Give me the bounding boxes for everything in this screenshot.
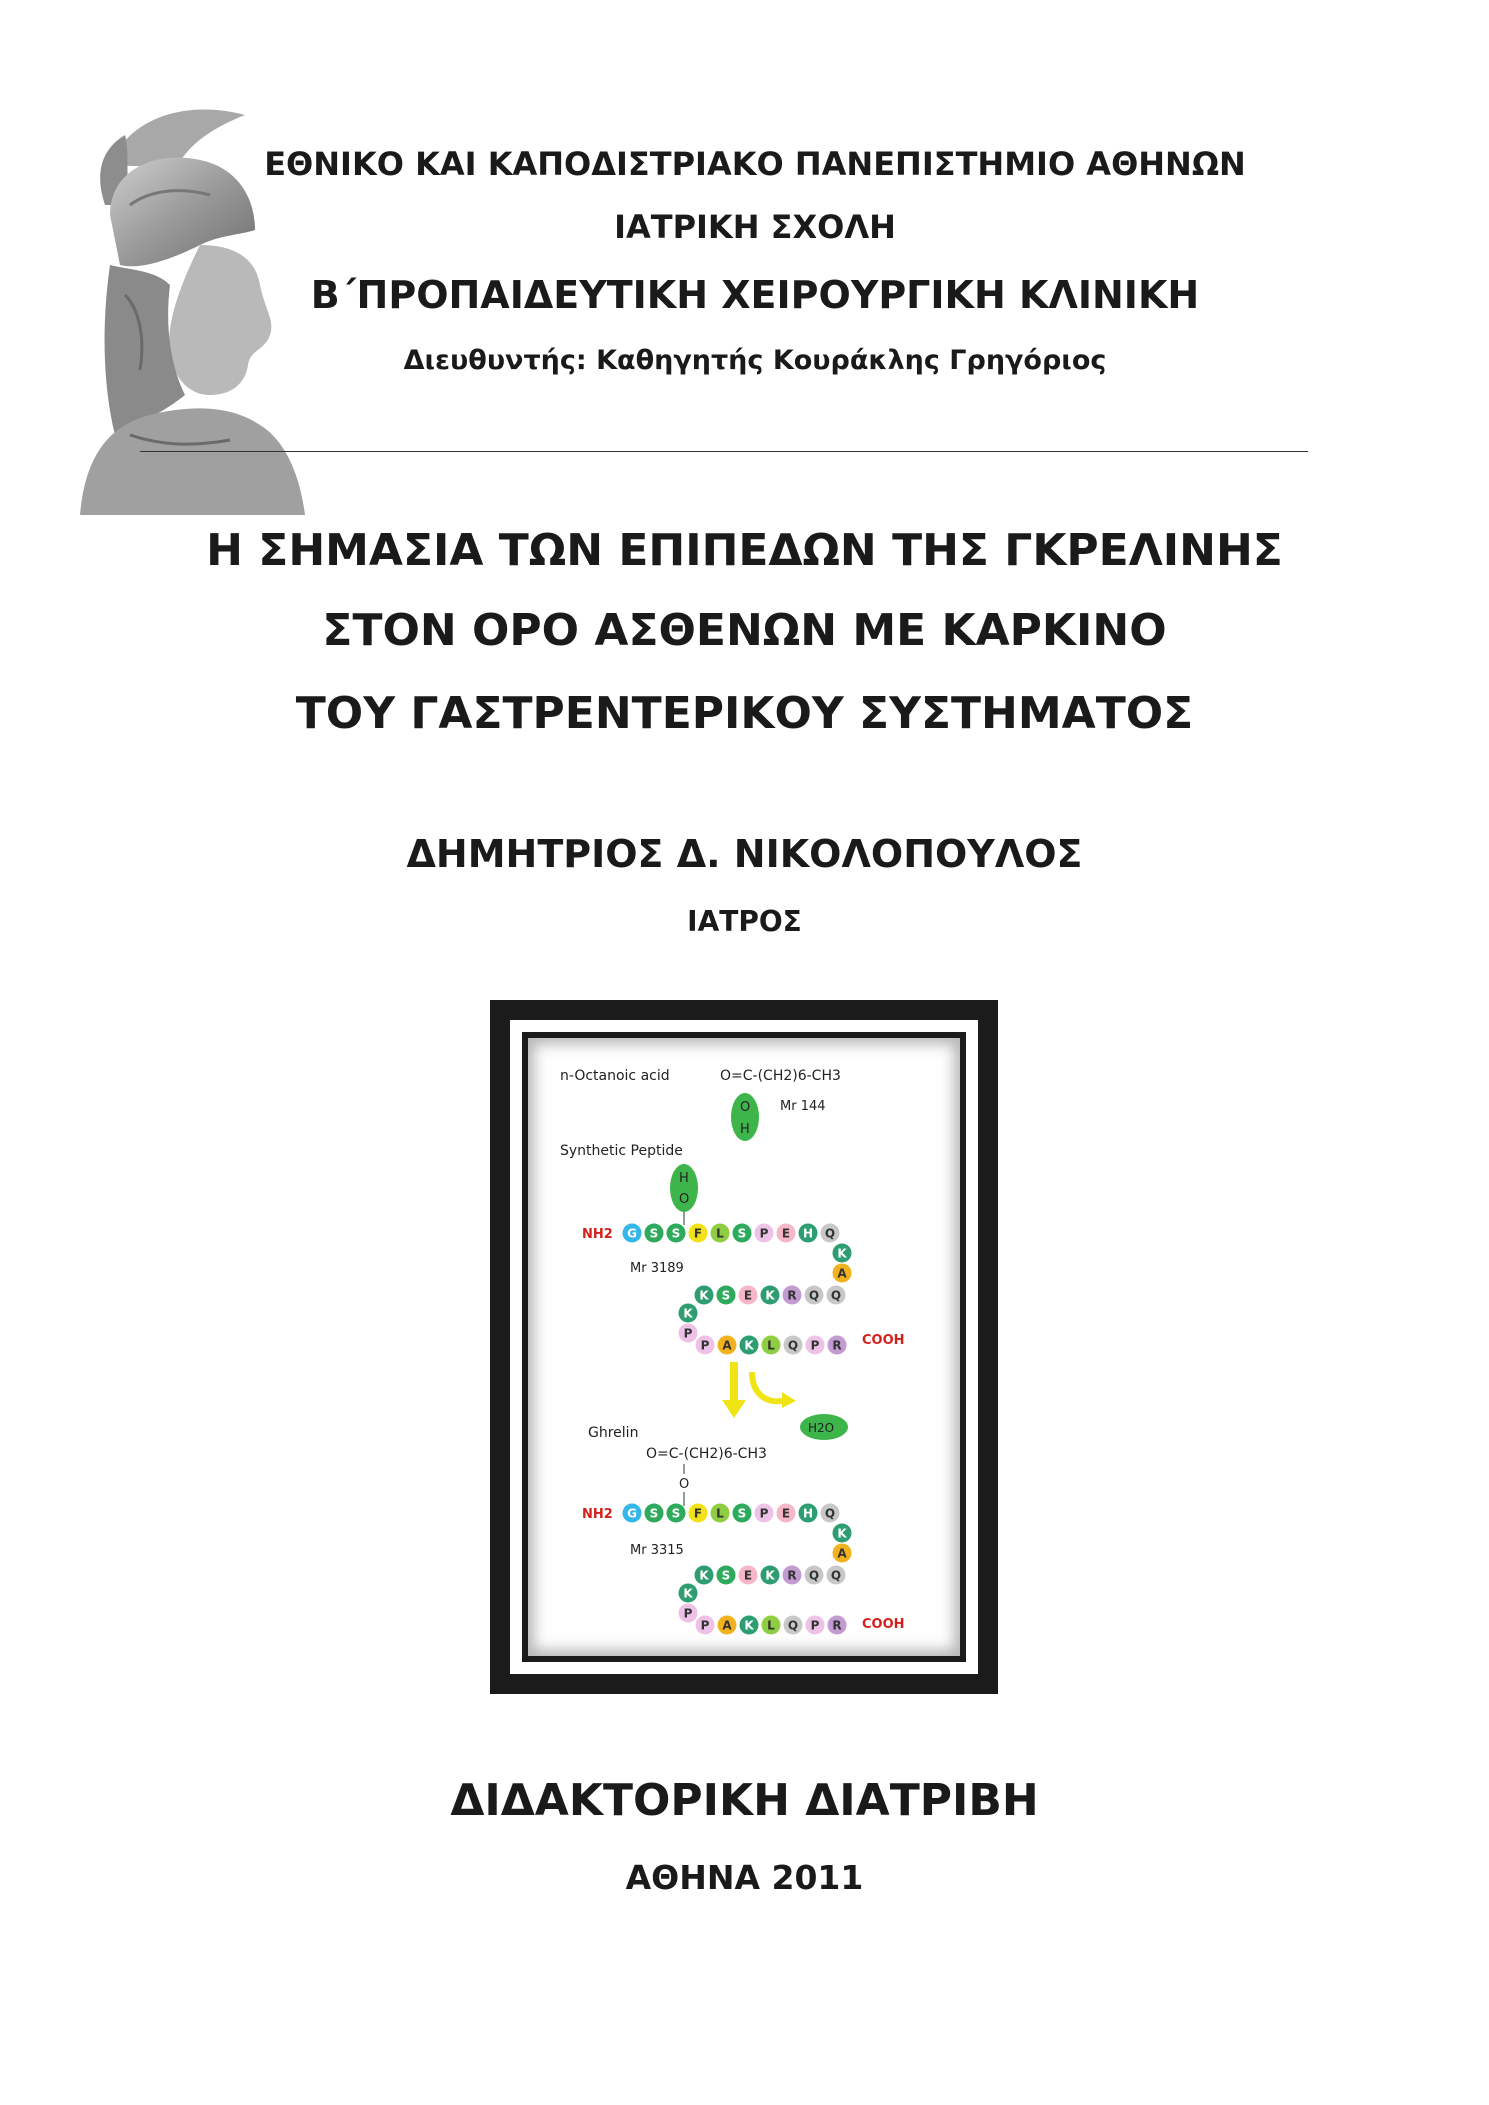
ghrelin-diagram: [490, 1000, 998, 1694]
header-divider: [140, 451, 1308, 452]
amino-acid-letter: Q: [787, 1338, 799, 1353]
ghrelin-mr: Mr 3315: [630, 1543, 684, 1558]
amino-acid-letter: E: [781, 1506, 791, 1521]
water-arrowhead: [782, 1392, 796, 1408]
amino-acid-letter: S: [721, 1568, 731, 1583]
author-name: ΔΗΜΗΤΡΙΟΣ Δ. ΝΙΚΟΛΟΠΟΥΛΟΣ: [406, 832, 1083, 876]
amino-acid-letter: P: [700, 1338, 710, 1353]
octanoic-formula: O=C-(CH2)6-CH3: [720, 1068, 841, 1084]
amino-acid-letter: S: [671, 1226, 681, 1241]
amino-acid-letter: Q: [824, 1506, 836, 1521]
nh2-bottom: NH2: [582, 1507, 613, 1522]
amino-acid-letter: Q: [830, 1568, 842, 1583]
amino-acid-letter: R: [832, 1618, 842, 1633]
ghrelin-o: O: [679, 1477, 690, 1492]
amino-acid-letter: K: [744, 1338, 754, 1353]
amino-acid-letter: K: [765, 1568, 775, 1583]
thesis-type: ΔΙΔΑΚΤΟΡΙΚΗ ΔΙΑΤΡΙΒΗ: [450, 1775, 1039, 1826]
amino-acid-letter: K: [683, 1586, 693, 1601]
amino-acid-letter: L: [767, 1618, 775, 1633]
director-line: Διευθυντής: Καθηγητής Κουράκλης Γρηγόριος: [403, 345, 1107, 376]
cooh-bottom: COOH: [862, 1617, 905, 1632]
amino-acid-letter: Q: [824, 1226, 836, 1241]
amino-acid-letter: F: [693, 1226, 703, 1241]
amino-acid-letter: K: [683, 1306, 693, 1321]
synthetic-mr: Mr 3189: [630, 1261, 684, 1276]
amino-acid-letter: S: [721, 1288, 731, 1303]
clinic-name: Β΄ΠΡΟΠΑΙΔΕΥΤΙΚΗ ΧΕΙΡΟΥΡΓΙΚΗ ΚΛΙΝΙΚΗ: [310, 273, 1200, 317]
amino-acid-letter: E: [781, 1226, 791, 1241]
amino-acid-letter: K: [837, 1526, 847, 1541]
title-line-2: ΣΤΟΝ ΟΡΟ ΑΣΘΕΝΩΝ ΜΕ ΚΑΡΚΙΝΟ: [322, 605, 1167, 656]
amino-acid-letter: H: [802, 1506, 814, 1521]
amino-acid-letter: L: [716, 1506, 724, 1521]
amino-acid-letter: Q: [787, 1618, 799, 1633]
amino-acid-letter: R: [832, 1338, 842, 1353]
amino-acid-letter: K: [699, 1288, 709, 1303]
amino-acid-letter: P: [810, 1338, 820, 1353]
amino-acid-letter: K: [744, 1618, 754, 1633]
oh-h: H: [740, 1122, 750, 1137]
amino-acid-letter: A: [837, 1266, 847, 1281]
amino-acid-letter: K: [837, 1246, 847, 1261]
amino-acid-letter: R: [787, 1568, 797, 1583]
oh-o: O: [740, 1100, 751, 1115]
amino-acid-letter: K: [765, 1288, 775, 1303]
octanoic-label: n-Octanoic acid: [560, 1068, 670, 1084]
water-label: H2O: [808, 1421, 835, 1435]
nh2-top: NH2: [582, 1227, 613, 1242]
amino-acid-letter: E: [743, 1568, 753, 1583]
place-year: ΑΘΗΝΑ 2011: [625, 1858, 864, 1897]
amino-acid-letter: G: [627, 1506, 637, 1521]
amino-acid-letter: S: [649, 1226, 659, 1241]
amino-acid-letter: P: [700, 1618, 710, 1633]
amino-acid-letter: S: [649, 1506, 659, 1521]
amino-acid-letter: Q: [808, 1288, 820, 1303]
amino-acid-letter: A: [837, 1546, 847, 1561]
amino-acid-letter: A: [722, 1618, 732, 1633]
reaction-arrow: [722, 1362, 746, 1418]
amino-acid-letter: G: [627, 1226, 637, 1241]
ho-o: O: [679, 1192, 690, 1207]
author-profession: ΙΑΤΡΟΣ: [687, 905, 802, 938]
cooh-top: COOH: [862, 1333, 905, 1348]
amino-acid-letter: P: [683, 1606, 693, 1621]
ghrelin-figure: [490, 1000, 998, 1694]
amino-acid-letter: H: [802, 1226, 814, 1241]
amino-acid-letter: L: [767, 1338, 775, 1353]
amino-acid-letter: Q: [830, 1288, 842, 1303]
university-name: ΕΘΝΙΚΟ ΚΑΙ ΚΑΠΟΔΙΣΤΡΙΑΚΟ ΠΑΝΕΠΙΣΤΗΜΙΟ ΑΘΗΝΩΝ: [264, 145, 1246, 183]
amino-acid-letter: R: [787, 1288, 797, 1303]
amino-acid-letter: P: [759, 1506, 769, 1521]
ho-h: H: [679, 1171, 689, 1186]
amino-acid-letter: K: [699, 1568, 709, 1583]
amino-acid-letter: P: [810, 1618, 820, 1633]
amino-acid-letter: S: [671, 1506, 681, 1521]
title-line-1: Η ΣΗΜΑΣΙΑ ΤΩΝ ΕΠΙΠΕΔΩΝ ΤΗΣ ΓΚΡΕΛΙΝΗΣ: [206, 525, 1283, 576]
amino-acid-letter: F: [693, 1506, 703, 1521]
synthetic-label: Synthetic Peptide: [560, 1143, 683, 1159]
water-release-arrow: [752, 1372, 786, 1401]
amino-acid-letter: S: [737, 1506, 747, 1521]
octanoic-mr: Mr 144: [780, 1099, 826, 1114]
ghrelin-label: Ghrelin: [588, 1425, 639, 1441]
school-name: ΙΑΤΡΙΚΗ ΣΧΟΛΗ: [614, 208, 896, 246]
amino-acid-letter: Q: [808, 1568, 820, 1583]
amino-acid-letter: S: [737, 1226, 747, 1241]
amino-acid-letter: P: [683, 1326, 693, 1341]
amino-acid-letter: E: [743, 1288, 753, 1303]
amino-acid-letter: A: [722, 1338, 732, 1353]
ghrelin-formula: O=C-(CH2)6-CH3: [646, 1446, 767, 1462]
amino-acid-letter: P: [759, 1226, 769, 1241]
amino-acid-letter: L: [716, 1226, 724, 1241]
title-line-3: ΤΟΥ ΓΑΣΤΡΕΝΤΕΡΙΚΟΥ ΣΥΣΤΗΜΑΤΟΣ: [295, 688, 1194, 739]
